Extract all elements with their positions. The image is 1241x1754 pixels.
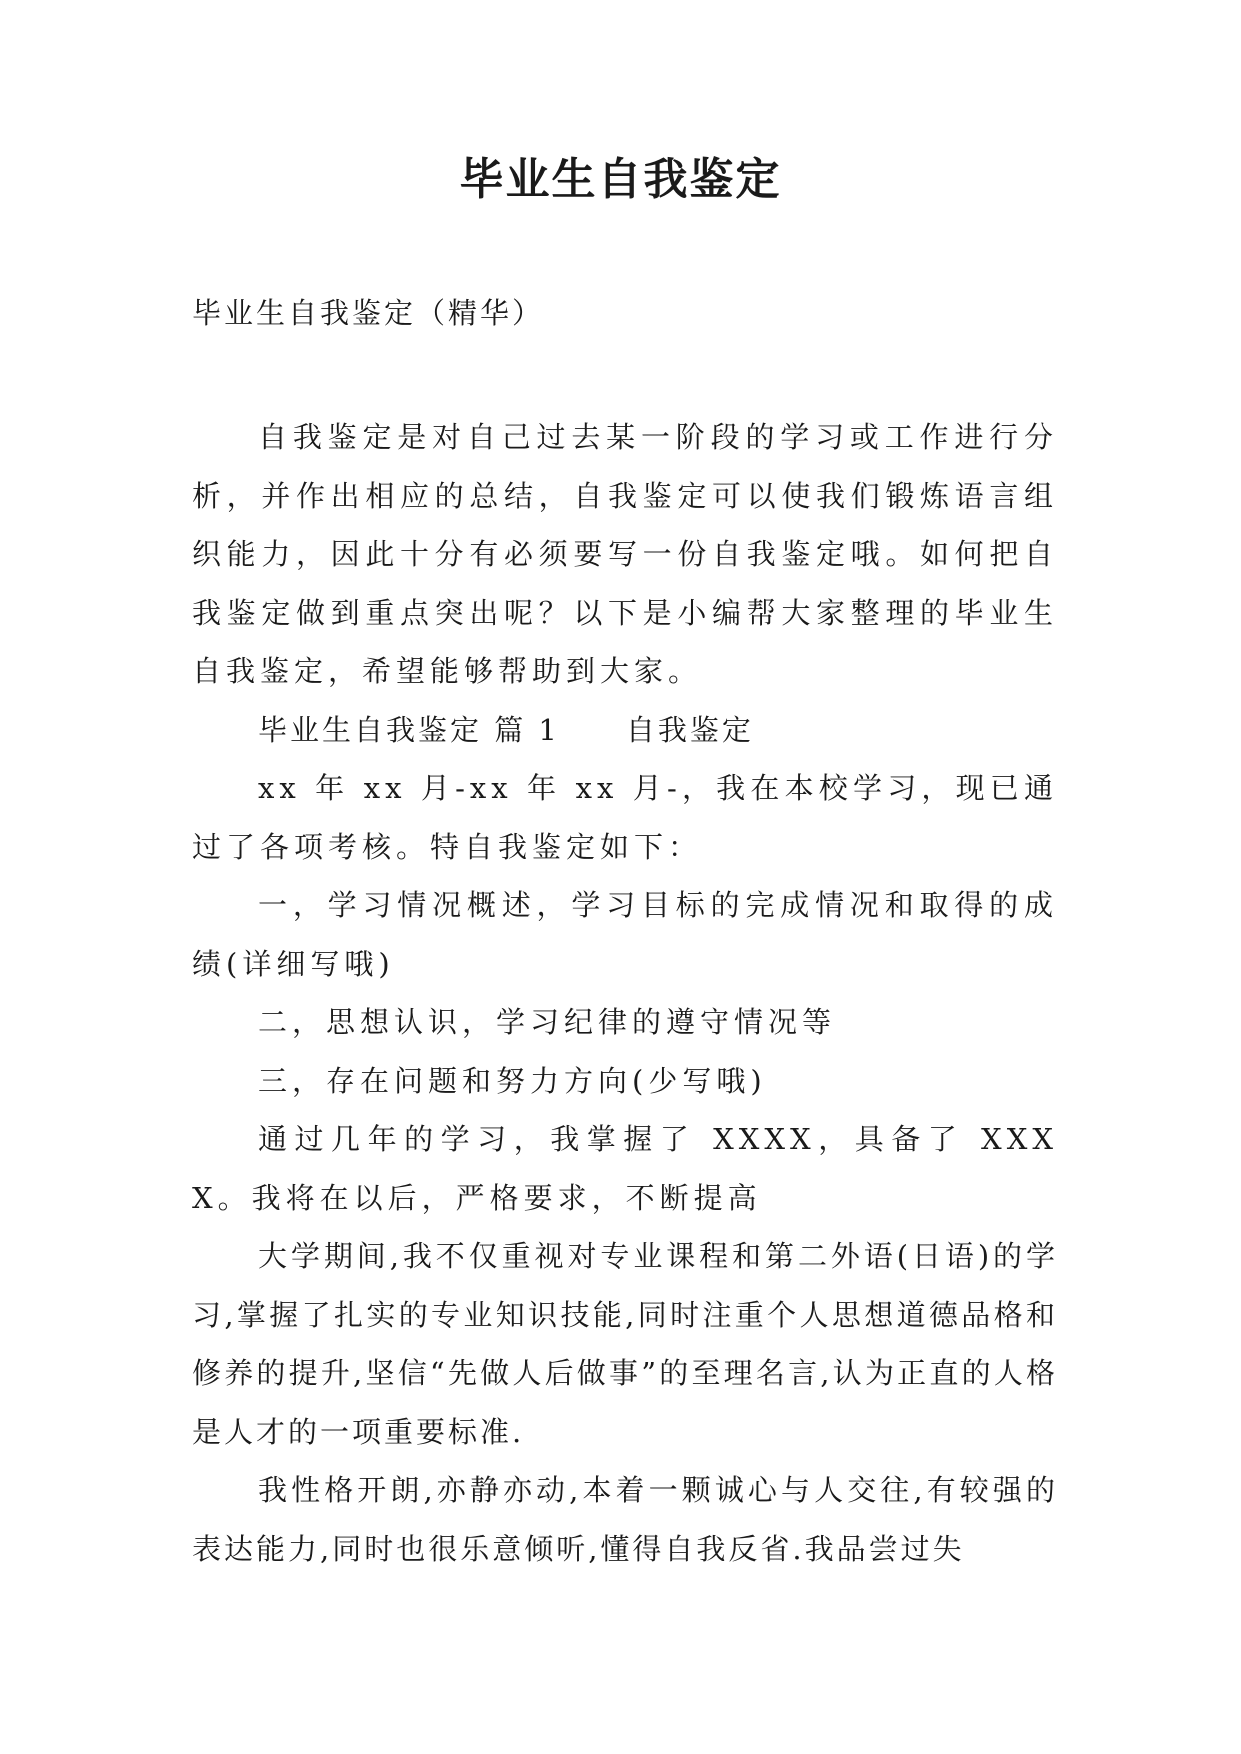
section-heading-right: 自我鉴定: [625, 712, 754, 747]
section-heading-left: 毕业生自我鉴定 篇 1: [258, 712, 560, 747]
intro-paragraph: 自我鉴定是对自己过去某一阶段的学习或工作进行分析，并作出相应的总结，自我鉴定可以使我们锻炼语言组织能力，因此十分有必须要写一份自我鉴定哦。如何把自我鉴定做到重点突出呢？以下是小编帮大家整理的毕业生自我鉴定，希望能够帮助到大家。: [192, 420, 1058, 688]
document-body: [192, 408, 1058, 1578]
section-heading: [192, 701, 1058, 760]
document-title: 毕业生自我鉴定: [459, 154, 782, 205]
paragraph: xx 年 xx 月-xx 年 xx 月-，我在本校学习，现已通过了各项考核。特自我鉴定如下：: [192, 771, 1058, 864]
paragraph: 一，学习情况概述，学习目标的完成情况和取得的成绩(详细写哦): [192, 888, 1058, 981]
paragraph: 通过几年的学习，我掌握了 XXXX，具备了 XXXX。我将在以后，严格要求，不断提高: [192, 1122, 1058, 1215]
paragraph: 大学期间,我不仅重视对专业课程和第二外语(日语)的学习,掌握了扎实的专业知识技能,同时注重个人思想道德品格和修养的提升,坚信“先做人后做事”的至理名言,认为正直的人格是人才的一项重要标准.: [192, 1239, 1058, 1449]
paragraph: 二，思想认识，学习纪律的遵守情况等: [258, 1005, 837, 1039]
paragraph: 我性格开朗,亦静亦动,本着一颗诚心与人交往,有较强的表达能力,同时也很乐意倾听,懂得自我反省.我品尝过失: [192, 1473, 1058, 1566]
document-subtitle: 毕业生自我鉴定（精华）: [192, 296, 545, 330]
paragraph: 三，存在问题和努力方向(少写哦): [258, 1063, 767, 1098]
